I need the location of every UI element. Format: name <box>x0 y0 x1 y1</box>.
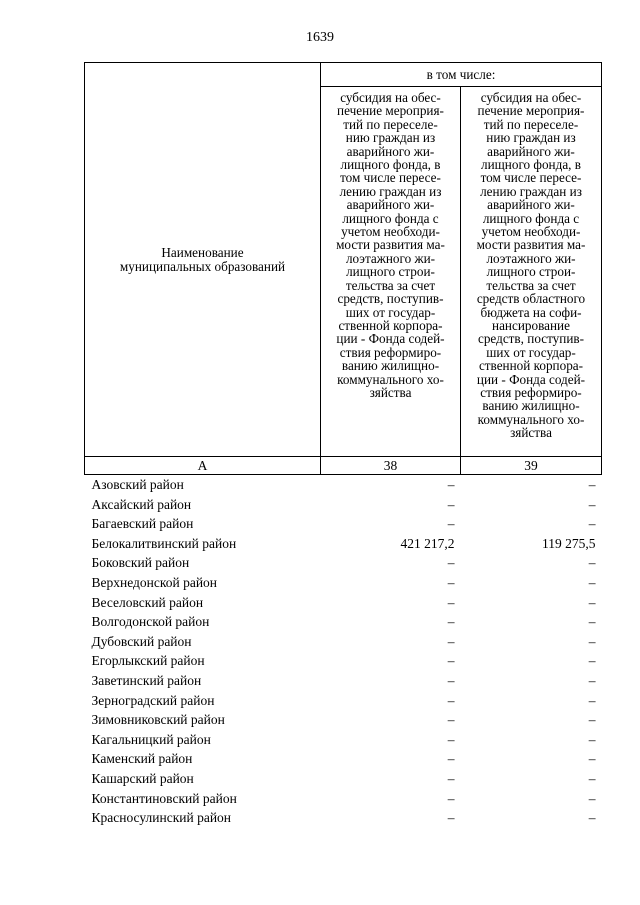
table-row <box>85 671 602 691</box>
row-value-39: – <box>588 516 596 532</box>
row-name: Багаевский район <box>91 516 194 532</box>
header-col-39-line: коммунального хо- <box>477 411 585 427</box>
header-col-39-line: лищного фонда с <box>482 210 580 226</box>
row-name: Волгодонской район <box>91 614 210 630</box>
header-col-38-line: лению граждан из <box>339 183 442 199</box>
table-row <box>85 475 602 495</box>
table-row <box>85 593 602 613</box>
row-value-38: – <box>447 496 455 512</box>
header-col-39-line: ванию жилищно- <box>482 398 580 414</box>
row-value-39: – <box>588 555 596 571</box>
header-col-39-line: лоэтажного жи- <box>486 250 576 266</box>
row-value-39: – <box>588 731 596 747</box>
row-value-38: – <box>447 594 455 610</box>
row-name: Зерноградский район <box>91 692 215 708</box>
row-value-38: – <box>447 575 455 591</box>
row-value-38: – <box>447 731 455 747</box>
row-value-39: – <box>588 477 596 493</box>
row-value-38: – <box>447 712 455 728</box>
header-col-39 <box>461 87 602 457</box>
row-value-39: – <box>588 771 596 786</box>
row-name: Кагальницкий район <box>91 731 211 747</box>
header-col-38-line: печение мероприя- <box>337 103 444 119</box>
header-col-39-line: лению граждан из <box>480 183 582 199</box>
header-col-39-line: средств областного <box>476 291 586 307</box>
header-col-38-line: тельства за счет <box>345 277 436 293</box>
header-col-39-line: тий по переселе- <box>483 116 579 132</box>
table-row <box>85 749 602 769</box>
header-col-39-line: мости развития ма- <box>476 237 586 253</box>
numbering-a: А <box>85 457 321 475</box>
row-value-38: – <box>447 555 455 571</box>
header-col-38-line: ственной корпора- <box>338 317 443 333</box>
row-value-39: – <box>588 653 596 669</box>
table-row <box>85 789 602 809</box>
row-value-38: – <box>447 692 455 708</box>
row-value-38: – <box>447 516 455 532</box>
row-value-39: – <box>588 790 596 806</box>
header-col-39-line: ственной корпора- <box>478 358 584 374</box>
header-col-38-line: лищного строи- <box>346 264 435 280</box>
row-value-38: – <box>447 673 455 689</box>
header-col-39-line: аварийного жи- <box>487 197 575 213</box>
row-value-38: – <box>447 790 455 806</box>
header-col-38-line: учетом необходи- <box>341 224 440 240</box>
row-value-38: – <box>447 771 455 786</box>
header-col-39-line: нансирование <box>492 317 570 333</box>
header-col-39-line: учетом необходи- <box>481 224 581 240</box>
row-value-39: – <box>588 633 596 649</box>
header-col-38-line: том числе пересе- <box>340 170 441 186</box>
header-col-38-line: нию граждан из <box>345 130 436 146</box>
header-name-column <box>85 63 321 457</box>
numbering-38: 38 <box>321 457 461 475</box>
row-value-38: – <box>447 614 455 630</box>
table-row <box>85 730 602 750</box>
table-row <box>85 808 602 828</box>
header-col-39-line: аварийного жи- <box>487 143 575 159</box>
row-value-39: – <box>588 673 596 689</box>
row-name: Константиновский район <box>91 790 237 806</box>
row-value-38: – <box>447 810 455 826</box>
header-col-39-line: ствия реформиро- <box>480 384 582 400</box>
header-col-39-line: нию граждан из <box>486 130 576 146</box>
row-value-38: – <box>447 633 455 649</box>
header-col-38-line: субсидия на обес- <box>340 90 441 105</box>
row-value-39: 119 275,5 <box>542 535 596 551</box>
header-col-38-line: аварийного жи- <box>346 143 435 159</box>
header-name-line1: Наименование <box>161 245 244 261</box>
row-name: Зимовниковский район <box>91 712 225 728</box>
table-row <box>85 495 602 515</box>
header-col-38-line: мости развития ма- <box>336 237 445 253</box>
table-row <box>85 691 602 711</box>
row-value-39: – <box>588 614 596 630</box>
header-col-38-line: тий по переселе- <box>343 116 438 132</box>
row-name: Верхнедонской район <box>91 575 218 591</box>
header-col-38-line: ствия реформиро- <box>339 344 442 360</box>
row-name: Егорлыкский район <box>91 653 205 669</box>
header-col-39-line: тельства за счет <box>486 277 576 293</box>
row-name: Боковский район <box>91 555 190 571</box>
row-name: Красносулинский район <box>91 810 232 826</box>
table-row <box>85 651 602 671</box>
row-value-39: – <box>588 810 596 826</box>
header-col-39-line: лищного строи- <box>486 264 576 280</box>
header-col-38-line: лоэтажного жи- <box>345 250 436 266</box>
header-col-38-line: аварийного жи- <box>346 197 435 213</box>
row-value-38: – <box>447 751 455 767</box>
header-col-39-line: средств, поступив- <box>477 331 585 347</box>
header-col-38-line: ших от государ- <box>345 304 436 320</box>
row-value-38: – <box>447 477 455 493</box>
header-col-39-line: ции - Фонда содей- <box>476 371 586 387</box>
row-value-39: – <box>588 712 596 728</box>
header-col-38-line: ванию жилищно- <box>341 358 440 374</box>
row-name: Кашарский район <box>91 771 194 786</box>
header-col-38 <box>321 87 461 457</box>
header-col-38-line: коммунального хо- <box>337 371 444 387</box>
table-row <box>85 612 602 632</box>
row-value-38: – <box>447 653 455 669</box>
row-value-39: – <box>588 692 596 708</box>
row-name: Дубовский район <box>91 633 192 649</box>
header-col-39-line: лищного фонда, в <box>481 157 581 173</box>
row-name: Азовский район <box>91 477 184 493</box>
row-name: Заветинский район <box>91 673 202 689</box>
header-col-39-line: том числе пересе- <box>480 170 582 186</box>
header-col-39-line: зяйства <box>510 425 552 441</box>
table-row <box>85 573 602 593</box>
row-value-39: – <box>588 575 596 591</box>
row-name: Аксайский район <box>91 496 192 512</box>
table-row <box>85 553 602 573</box>
row-value-39: – <box>588 751 596 767</box>
header-col-38-line: лищного фонда, в <box>340 157 441 173</box>
table-row <box>85 710 602 730</box>
table-row <box>85 769 602 789</box>
header-col-38-line: лищного фонда с <box>342 210 439 226</box>
row-value-38: 421 217,2 <box>400 535 455 551</box>
header-col-38-line: зяйства <box>369 384 412 400</box>
header-col-39-line: печение мероприя- <box>477 103 585 119</box>
table-row <box>85 632 602 652</box>
budget-table <box>84 62 602 828</box>
header-name-line2: муниципальных образований <box>119 258 286 274</box>
header-col-39-line: бюджета на софи- <box>480 304 582 320</box>
header-col-39-line: ших от государ- <box>486 344 576 360</box>
numbering-39: 39 <box>461 457 602 475</box>
header-group-label: в том числе: <box>321 63 602 87</box>
header-col-39-line: субсидия на обес- <box>480 90 582 105</box>
header-col-38-line: ции - Фонда содей- <box>336 331 445 347</box>
row-name: Каменский район <box>91 751 193 767</box>
table-row <box>85 534 602 554</box>
table-row <box>85 514 602 534</box>
row-value-39: – <box>588 594 596 610</box>
row-value-39: – <box>588 496 596 512</box>
header-col-38-line: средств, поступив- <box>337 291 444 307</box>
row-name: Веселовский район <box>91 594 204 610</box>
row-name: Белокалитвинский район <box>91 535 237 551</box>
page-number: 1639 <box>306 30 334 45</box>
